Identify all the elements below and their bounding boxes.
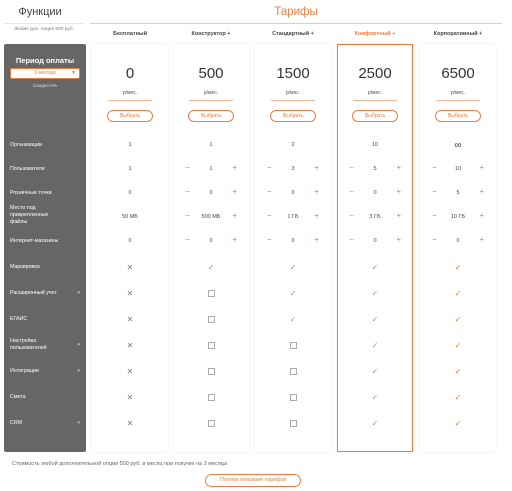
feature-row[interactable] [4,281,86,305]
plan-cell [420,281,496,305]
plan-cell [92,133,168,157]
plan-header[interactable]: Бесплатный [113,31,147,37]
plan-cell[interactable] [173,307,249,331]
feature-label: Настройка пользователей [10,338,47,351]
decrement-button[interactable]: − [349,235,354,244]
plan-cell [420,133,496,157]
plan-cell [92,307,168,331]
tab-functions[interactable]: Функции [18,6,62,18]
checkbox-icon[interactable] [208,394,215,401]
cell-value: 0 [291,238,295,244]
cell-value: 10 [371,142,379,148]
plan-cell [420,255,496,279]
check-icon: ✓ [454,314,462,324]
plan-cell [92,333,168,357]
cell-value: 10 ГБ [450,214,466,220]
cell-value: 1 [128,142,132,148]
cell-value: 0 [128,238,132,244]
cross-icon: ✕ [126,340,134,350]
feature-row [4,255,86,279]
plan-cell[interactable] [255,359,331,383]
plan-cell[interactable] [255,157,331,181]
decrement-button[interactable]: − [432,211,437,220]
increment-button[interactable]: + [232,163,237,172]
decrement-button[interactable]: − [432,235,437,244]
check-icon: ✓ [371,392,379,402]
plan-price: 2500 [358,65,392,82]
check-icon: ✓ [454,366,462,376]
plan-cell [255,281,331,305]
feature-label: Организации [10,141,43,148]
choose-plan-button[interactable]: Выбрать [435,110,481,122]
check-icon: ✓ [371,262,379,272]
plan-header[interactable]: Комфортный + [354,31,396,37]
plan-price-unit: р/мес. [122,90,138,96]
plan-cell[interactable] [420,229,496,253]
cell-value: 0 [291,190,295,196]
tab-underline-functions [4,23,84,24]
feature-row [4,157,86,181]
checkbox-icon[interactable] [208,368,215,375]
decrement-button[interactable]: − [185,235,190,244]
plan-cell [337,255,413,279]
cell-value: 1 ГБ [287,214,299,220]
feature-row [4,307,86,331]
choose-plan-button[interactable]: Выбрать [352,110,398,122]
feature-label: Интеграции [10,367,39,374]
plan-cell [337,359,413,383]
plan-cell [337,385,413,409]
price-divider [436,100,480,101]
decrement-button[interactable]: − [349,163,354,172]
feature-row [4,385,86,409]
increment-button[interactable]: + [232,235,237,244]
full-tariffs-description-button[interactable]: Полное описание тарифов [205,474,301,487]
cell-value: 1 [209,142,213,148]
cell-value: 0 [209,190,213,196]
cell-value: 10 [454,166,462,172]
checkbox-icon[interactable] [208,290,215,297]
increment-button[interactable]: + [479,187,484,196]
plan-cell [92,255,168,279]
cross-icon: ✕ [126,418,134,428]
decrement-button[interactable]: − [267,163,272,172]
plan-cell[interactable] [255,181,331,205]
cell-value: 500 МБ [201,214,221,220]
increment-button[interactable]: + [396,235,401,244]
choose-plan-button[interactable]: Выбрать [107,110,153,122]
increment-button[interactable]: + [396,187,401,196]
check-icon: ✓ [207,262,215,272]
footer-note: Стоимость любой дополнительной опции 500 руб. в месяц при покупке на 3 месяца [12,461,228,467]
check-icon: ✓ [289,288,297,298]
checkbox-icon[interactable] [290,368,297,375]
plan-cell[interactable] [337,157,413,181]
plan-cell[interactable] [337,229,413,253]
chevron-down-icon: ▼ [71,70,76,76]
check-icon: ✓ [454,288,462,298]
decrement-button[interactable]: − [432,187,437,196]
feature-label: Маркировка [10,263,40,270]
tab-tariffs[interactable]: Тарифы [274,6,318,18]
plan-cell [337,133,413,157]
plan-cell[interactable] [337,181,413,205]
plan-cell[interactable] [420,157,496,181]
check-icon: ✓ [454,262,462,272]
plan-cell [92,359,168,383]
increment-button[interactable]: + [232,211,237,220]
plan-price-unit: р/мес. [285,90,301,96]
cell-value: 3 [291,166,295,172]
feature-row[interactable] [4,411,86,435]
cell-value: 1 [209,166,213,172]
checkbox-icon[interactable] [208,342,215,349]
feature-row [4,133,86,157]
plan-cell [255,307,331,331]
check-icon: ✓ [371,366,379,376]
check-icon: ✓ [289,314,297,324]
increment-button[interactable]: + [479,211,484,220]
cross-icon: ✕ [126,366,134,376]
cell-value: 0 [456,238,460,244]
choose-plan-button[interactable]: Выбрать [270,110,316,122]
plan-price: 1500 [276,65,310,82]
decrement-button[interactable]: − [349,187,354,196]
plan-cell[interactable] [420,181,496,205]
increment-button[interactable]: + [479,163,484,172]
checkbox-icon[interactable] [208,316,215,323]
plan-cell[interactable] [255,205,331,229]
cell-value: 0 [373,190,377,196]
check-icon: ✓ [454,340,462,350]
feature-label: Место под прикрепленные файлы [10,204,49,225]
check-icon: ✓ [371,340,379,350]
feature-label: Пользователи [10,165,45,172]
option-price-note: Любая доп. опция 500 руб. [14,27,74,32]
feature-label: Розничные точки [10,189,52,196]
plan-header[interactable]: Стандартный + [272,31,314,37]
period-title: Период оплаты [15,56,75,65]
check-icon: ✓ [454,418,462,428]
increment-button[interactable]: + [232,187,237,196]
feature-row [4,229,86,253]
cell-value: 0 [128,190,132,196]
plan-price: 0 [125,65,135,82]
price-divider [189,100,233,101]
plan-header[interactable]: Конструктор + [191,31,231,37]
decrement-button[interactable]: − [267,211,272,220]
plan-cell [337,307,413,331]
plan-cell [255,255,331,279]
price-divider [108,100,152,101]
plan-cell[interactable] [255,411,331,435]
plan-cell[interactable] [173,229,249,253]
plan-price-unit: р/мес. [203,90,219,96]
increment-button[interactable]: + [396,163,401,172]
checkbox-icon[interactable] [290,420,297,427]
checkbox-icon[interactable] [208,420,215,427]
plan-cell[interactable] [173,333,249,357]
plan-cell[interactable] [173,157,249,181]
check-icon: ✓ [371,288,379,298]
plan-cell [92,205,168,229]
increment-button[interactable]: + [396,211,401,220]
plan-cell [173,255,249,279]
plan-cell [92,411,168,435]
plan-cell [255,133,331,157]
plan-cell[interactable] [173,385,249,409]
cell-value: 50 МБ [122,214,138,220]
check-icon: ✓ [289,262,297,272]
decrement-button[interactable]: − [267,235,272,244]
plan-cell[interactable] [255,385,331,409]
cell-value: 3 ГБ [369,214,381,220]
checkbox-icon[interactable] [290,342,297,349]
check-icon: ✓ [371,314,379,324]
feature-row [4,203,86,227]
cross-icon: ✕ [126,288,134,298]
chevron-down-icon: ▾ [77,290,80,296]
choose-plan-button[interactable]: Выбрать [188,110,234,122]
feature-label: Интернет-магазины [10,237,59,244]
plan-cell [173,133,249,157]
discount-label: Скидка 0% [32,84,58,89]
decrement-button[interactable]: − [185,187,190,196]
plan-cell[interactable] [173,205,249,229]
check-icon: ✓ [371,418,379,428]
plan-cell [92,229,168,253]
plan-cell [337,333,413,357]
plan-cell[interactable] [173,181,249,205]
plan-cell [92,157,168,181]
feature-row[interactable] [4,359,86,383]
infinity-value: ∞ [454,139,462,151]
feature-row [4,181,86,205]
decrement-button[interactable]: − [432,163,437,172]
cell-value: 2 [291,142,295,148]
cross-icon: ✕ [126,314,134,324]
period-select[interactable] [10,68,80,79]
plan-cell [420,411,496,435]
plan-header[interactable]: Корпоративный + [433,31,483,37]
price-divider [271,100,315,101]
feature-label: ЕГАИС [10,315,28,322]
chevron-down-icon: ▾ [77,342,80,348]
plan-cell[interactable] [255,229,331,253]
cross-icon: ✕ [126,392,134,402]
checkbox-icon[interactable] [290,394,297,401]
plan-price-unit: р/мес. [367,90,383,96]
period-select-value: 3 месяца [34,70,56,76]
plan-cell[interactable] [173,411,249,435]
plan-cell [92,181,168,205]
feature-row[interactable] [4,333,86,357]
plan-cell[interactable] [173,359,249,383]
plan-cell [420,385,496,409]
increment-button[interactable]: + [314,211,319,220]
plan-cell[interactable] [420,205,496,229]
plan-cell [420,333,496,357]
increment-button[interactable]: + [314,163,319,172]
plan-cell[interactable] [255,333,331,357]
plan-cell [337,281,413,305]
cell-value: 0 [209,238,213,244]
cell-value: 5 [456,190,460,196]
plan-cell [337,411,413,435]
feature-label: Расширенный учет [10,289,57,296]
plan-price: 500 [198,65,224,82]
plan-cell [420,359,496,383]
cell-value: 0 [373,238,377,244]
plan-cell[interactable] [337,205,413,229]
decrement-button[interactable]: − [349,211,354,220]
chevron-down-icon: ▾ [77,368,80,374]
plan-cell [92,281,168,305]
decrement-button[interactable]: − [185,163,190,172]
feature-label: CRM [10,419,23,426]
increment-button[interactable]: + [479,235,484,244]
plan-price: 6500 [441,65,475,82]
decrement-button[interactable]: − [185,211,190,220]
cell-value: 5 [373,166,377,172]
plan-cell[interactable] [173,281,249,305]
chevron-down-icon: ▾ [77,420,80,426]
decrement-button[interactable]: − [267,187,272,196]
plan-cell [92,385,168,409]
increment-button[interactable]: + [314,187,319,196]
feature-label: Смета [10,393,26,400]
tab-underline-tariffs [90,23,502,24]
increment-button[interactable]: + [314,235,319,244]
price-divider [353,100,397,101]
plan-price-unit: р/мес. [450,90,466,96]
check-icon: ✓ [454,392,462,402]
cross-icon: ✕ [126,262,134,272]
plan-cell [420,307,496,331]
cell-value: 1 [128,166,132,172]
